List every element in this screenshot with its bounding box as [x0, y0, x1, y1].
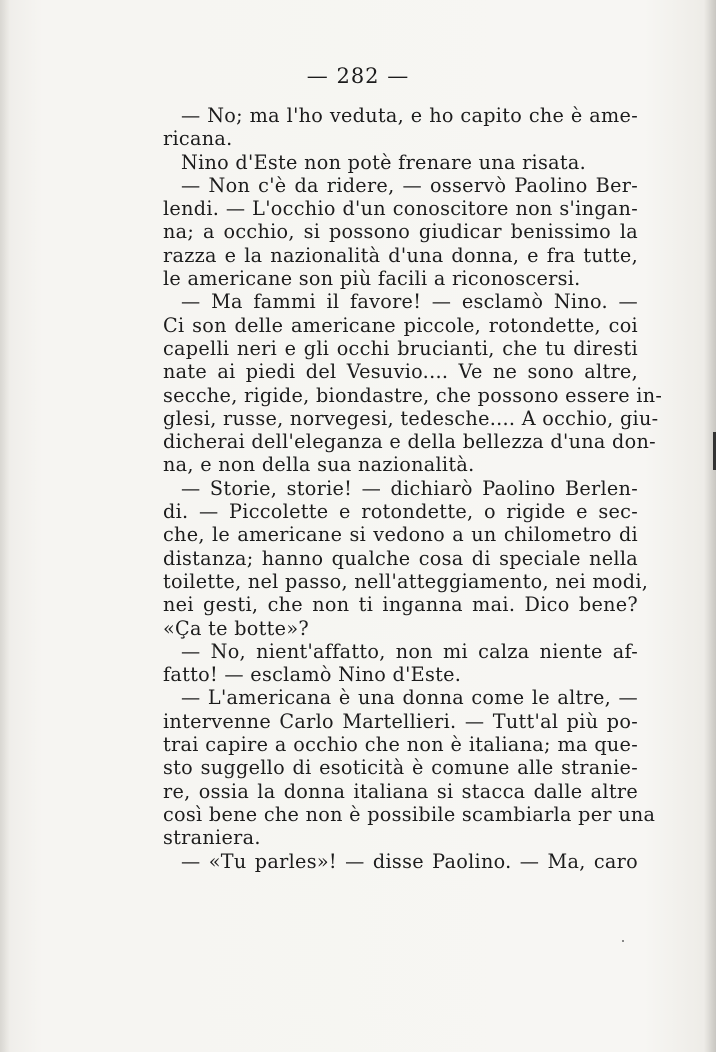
page-right-shadow [704, 0, 716, 1052]
text-line: capelli neri e gli occhi brucianti, che tu diresti [163, 336, 638, 360]
text-line: trai capire a occhio che non è italiana; ma que- [163, 733, 638, 757]
text-line: intervenne Carlo Martellieri. — Tutt'al più po- [163, 709, 638, 733]
text-line: così bene che non è possibile scambiarla per una [163, 802, 656, 826]
text-line: secche, rigide, biondastre, che possono essere in- [163, 383, 663, 407]
text-line: Nino d'Este non potè frenare una risata. [181, 150, 587, 174]
text-line: straniera. [163, 826, 261, 850]
text-line: lendi. — L'occhio d'un conoscitore non s'ingan- [163, 197, 638, 221]
text-line: nate ai piedi del Vesuvio.... Ve ne sono altre, [163, 360, 638, 384]
text-line: re, ossia la donna italiana si stacca dalle altre [163, 779, 638, 803]
text-line: dicherai dell'eleganza e della bellezza d'una don- [163, 430, 656, 454]
text-line: na; a occhio, si possono giudicar benissimo la [163, 220, 638, 244]
page-number: — 282 — [306, 64, 410, 88]
text-line: nei gesti, che non ti inganna mai. Dico bene? [163, 593, 638, 617]
text-line: glesi, russe, norvegesi, tedesche.... A occhio, giu- [163, 406, 659, 430]
text-line: fatto! — esclamò Nino d'Este. [163, 663, 462, 687]
text-line: — Storie, storie! — dichiarò Paolino Berlen- [181, 476, 638, 500]
body-text [163, 104, 663, 873]
text-line: le americane son più facili a riconoscersi. [163, 267, 581, 291]
text-line: — Ma fammi il favore! — esclamò Nino. — [181, 290, 638, 314]
text-line: — «Tu parles»! — disse Paolino. — Ma, caro [181, 849, 638, 873]
text-line: Ci son delle americane piccole, rotondette, coi [163, 313, 638, 337]
text-line: che, le americane si vedono a un chilometro di [163, 523, 638, 547]
ink-speck [622, 940, 624, 942]
text-line: ricana. [163, 127, 233, 151]
text-line: — L'americana è una donna come le altre, — [181, 686, 638, 710]
text-line: na, e non della sua nazionalità. [163, 453, 475, 477]
text-line: razza e la nazionalità d'una donna, e fra tutte, [163, 243, 638, 267]
text-line: — Non c'è da ridere, — osservò Paolino Ber- [181, 173, 638, 197]
text-line: di. — Piccolette e rotondette, o rigide e sec- [163, 500, 638, 524]
page-left-shadow [0, 0, 10, 1052]
text-line: toilette, nel passo, nell'atteggiamento, nei modi, [163, 569, 649, 593]
text-line: — No; ma l'ho veduta, e ho capito che è ame- [181, 104, 638, 127]
text-line: «Ça te botte»? [163, 616, 309, 640]
text-line: sto suggello di esoticità è comune alle stranie- [163, 756, 638, 780]
text-line: distanza; hanno qualche cosa di speciale nella [163, 546, 638, 570]
text-line: — No, nient'affatto, non mi calza niente af- [181, 639, 638, 663]
